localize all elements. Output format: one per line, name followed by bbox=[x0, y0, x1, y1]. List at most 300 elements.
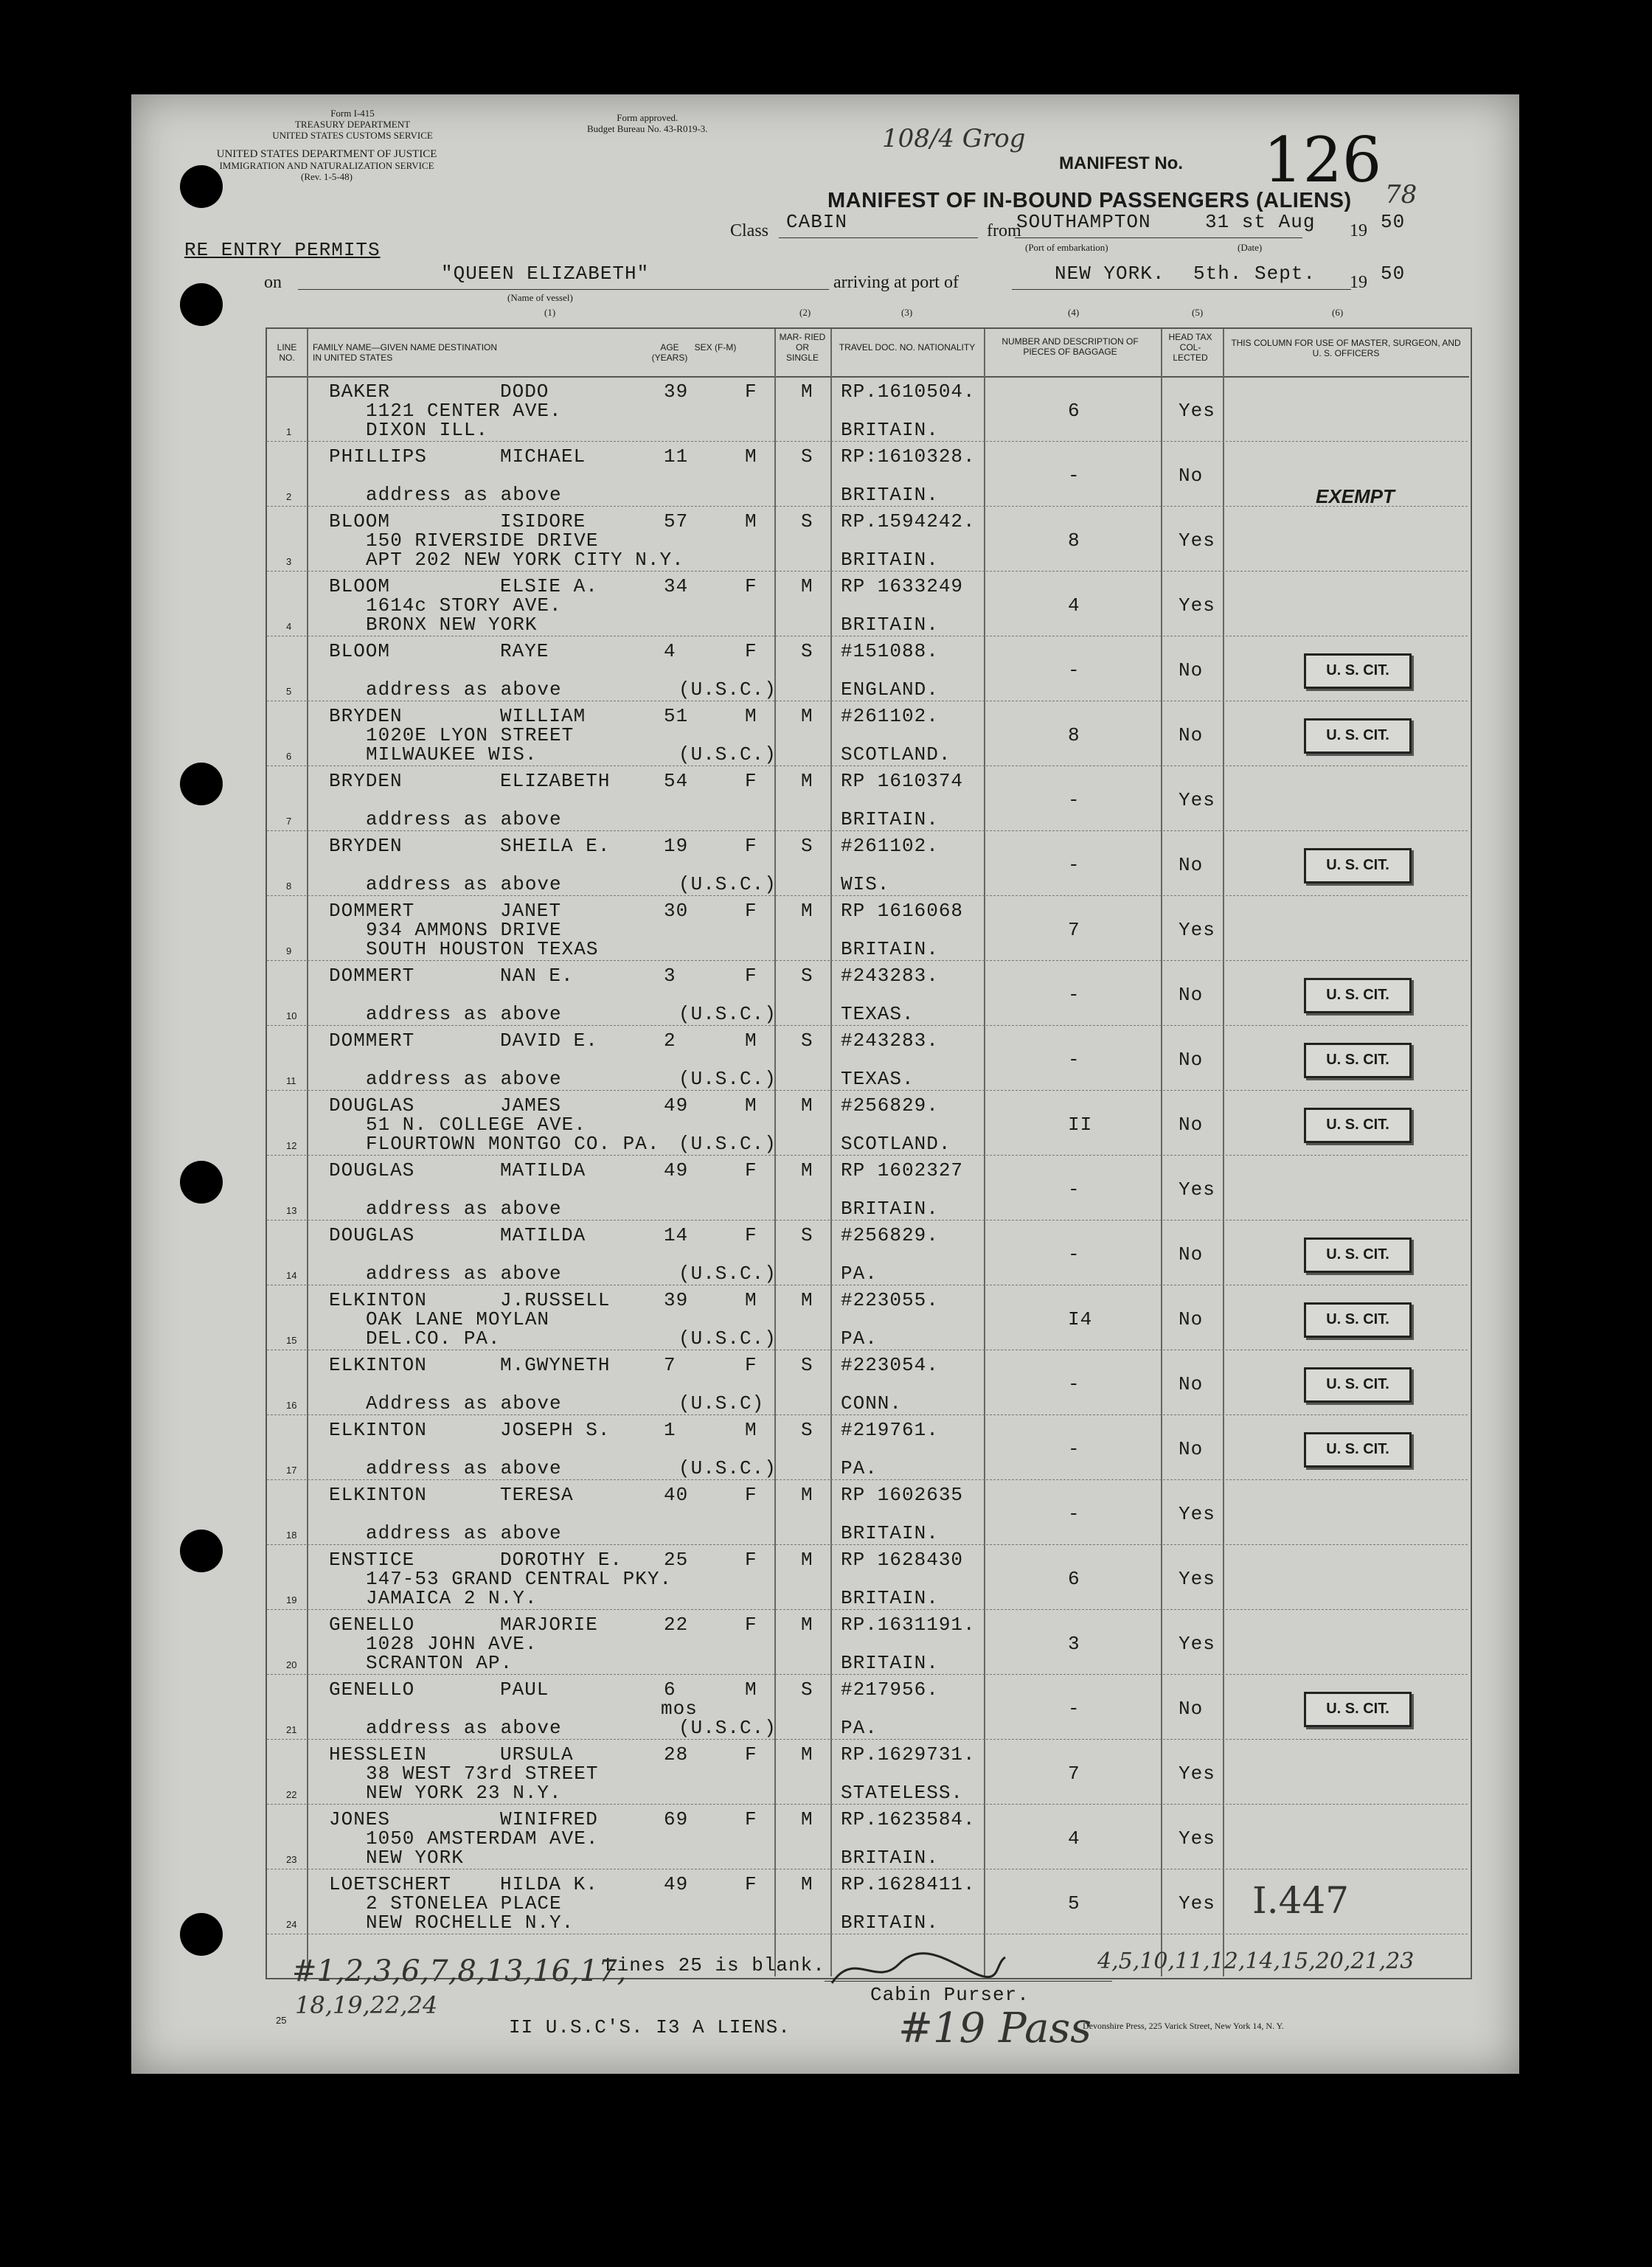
vessel-underline bbox=[298, 289, 829, 290]
department: TREASURY DEPARTMENT bbox=[294, 119, 411, 130]
passenger-surname: GENELLO bbox=[329, 1678, 415, 1701]
form-number: Form I-415 bbox=[330, 108, 375, 119]
departure-date: 31 st Aug bbox=[1205, 211, 1316, 233]
travel-doc-number: #217956. bbox=[841, 1678, 939, 1701]
table-row bbox=[131, 442, 1519, 507]
passenger-given-name: NAN E. bbox=[500, 965, 574, 987]
head-tax: No bbox=[1179, 1438, 1204, 1460]
sex: F bbox=[745, 381, 757, 403]
hand-lines-1: #1,2,3,6,7,8,13,16,17, bbox=[292, 1954, 627, 1988]
sex: F bbox=[745, 1159, 757, 1181]
hdr-travel: TRAVEL DOC. NO. NATIONALITY bbox=[839, 342, 976, 353]
marital-status: M bbox=[801, 381, 813, 403]
arrival-year-prefix: 19 bbox=[1350, 273, 1367, 292]
nationality: TEXAS. bbox=[841, 1003, 914, 1025]
row-divider bbox=[267, 1739, 1468, 1740]
address-line-2: NEW YORK 23 N.Y. bbox=[366, 1782, 562, 1804]
line-number: 9 bbox=[286, 945, 292, 957]
address-line-1: OAK LANE MOYLAN bbox=[366, 1308, 550, 1330]
sex: F bbox=[745, 835, 757, 857]
travel-doc-number: RP.1623584. bbox=[841, 1808, 976, 1830]
table-row bbox=[131, 1221, 1519, 1286]
line-number: 12 bbox=[286, 1140, 297, 1151]
address-line-1: 2 STONELEA PLACE bbox=[366, 1892, 562, 1914]
table-row bbox=[131, 962, 1519, 1027]
us-citizen-stamp: U. S. CIT. bbox=[1304, 848, 1412, 883]
nationality: BRITAIN. bbox=[841, 808, 939, 830]
reentry-permits: RE ENTRY PERMITS bbox=[184, 239, 381, 261]
baggage-count: II bbox=[1068, 1114, 1093, 1136]
passenger-surname: BRYDEN bbox=[329, 835, 403, 857]
age: 57 bbox=[664, 510, 689, 532]
passenger-given-name: PAUL bbox=[500, 1678, 549, 1701]
travel-doc-number: RP.1594242. bbox=[841, 510, 976, 532]
hdr-officers: THIS COLUMN FOR USE OF MASTER, SURGEON, AND U. S. OFFICERS bbox=[1231, 338, 1461, 358]
passenger-given-name: MATILDA bbox=[500, 1159, 586, 1181]
col-num-4: (4) bbox=[1068, 307, 1080, 318]
line-number: 11 bbox=[286, 1075, 296, 1086]
hdr-married: MAR- RIED OR SINGLE bbox=[779, 332, 826, 363]
sex: M bbox=[745, 705, 757, 727]
col-num-6: (6) bbox=[1332, 307, 1344, 318]
passenger-surname: ELKINTON bbox=[329, 1354, 427, 1376]
travel-doc-number: #223054. bbox=[841, 1354, 939, 1376]
line-number: 17 bbox=[286, 1465, 297, 1476]
marital-status: M bbox=[801, 1614, 813, 1636]
age: 11 bbox=[664, 445, 689, 468]
line-number: 5 bbox=[286, 686, 292, 697]
row-divider bbox=[267, 830, 1468, 831]
table-row bbox=[131, 1546, 1519, 1611]
head-tax: Yes bbox=[1179, 1763, 1215, 1785]
nationality: BRITAIN. bbox=[841, 1652, 939, 1674]
address-line-1: 934 AMMONS DRIVE bbox=[366, 919, 562, 941]
age: 51 bbox=[664, 705, 689, 727]
hdr-age: AGE (YEARS) bbox=[651, 342, 688, 363]
baggage-count: - bbox=[1068, 789, 1080, 811]
table-row bbox=[131, 572, 1519, 637]
age: 30 bbox=[664, 900, 689, 922]
nationality: PA. bbox=[841, 1263, 878, 1285]
age: 28 bbox=[664, 1743, 689, 1766]
travel-doc-number: #261102. bbox=[841, 835, 939, 857]
line-25-number: 25 bbox=[276, 2015, 287, 2026]
sex: M bbox=[745, 1094, 757, 1117]
table-row bbox=[131, 1091, 1519, 1156]
baggage-count: 5 bbox=[1068, 1892, 1080, 1914]
passenger-surname: BLOOM bbox=[329, 575, 391, 597]
passenger-surname: BAKER bbox=[329, 381, 391, 403]
baggage-count: 3 bbox=[1068, 1633, 1080, 1655]
line-number: 23 bbox=[286, 1854, 297, 1865]
row-divider bbox=[267, 571, 1468, 572]
row-divider bbox=[267, 1674, 1468, 1675]
marital-status: S bbox=[801, 1678, 813, 1701]
travel-doc-number: RP.1631191. bbox=[841, 1614, 976, 1636]
from-caption: (Port of embarkation) bbox=[1025, 242, 1108, 253]
baggage-count: 8 bbox=[1068, 724, 1080, 746]
vessel-name: "QUEEN ELIZABETH" bbox=[441, 263, 650, 285]
head-tax: Yes bbox=[1179, 919, 1215, 941]
date-caption: (Date) bbox=[1238, 242, 1263, 253]
passenger-given-name: DODO bbox=[500, 381, 549, 403]
baggage-count: - bbox=[1068, 854, 1080, 876]
address-as-above: address as above bbox=[366, 808, 562, 830]
passenger-surname: HESSLEIN bbox=[329, 1743, 427, 1766]
travel-doc-number: RP.1610504. bbox=[841, 381, 976, 403]
sex: F bbox=[745, 1484, 757, 1506]
passenger-surname: BLOOM bbox=[329, 640, 391, 662]
nationality: SCOTLAND. bbox=[841, 1133, 951, 1155]
exempt-stamp: EXEMPT bbox=[1316, 485, 1395, 507]
age: 14 bbox=[664, 1224, 689, 1246]
us-citizen-stamp: U. S. CIT. bbox=[1304, 718, 1412, 754]
from-value: SOUTHAMPTON bbox=[1016, 211, 1151, 233]
table-row bbox=[131, 1416, 1519, 1481]
address-line-2: APT 202 NEW YORK CITY N.Y. bbox=[366, 549, 684, 571]
sex: F bbox=[745, 770, 757, 792]
usc-marker: (U.S.C) bbox=[678, 1392, 765, 1414]
age: 54 bbox=[664, 770, 689, 792]
head-tax: Yes bbox=[1179, 789, 1215, 811]
passenger-given-name: RAYE bbox=[500, 640, 549, 662]
printer-imprint: Devonshire Press, 225 Varick Street, New York 14, N. Y. bbox=[1083, 2021, 1284, 2031]
usc-marker: (U.S.C.) bbox=[678, 1068, 777, 1090]
sex: F bbox=[745, 1614, 757, 1636]
travel-doc-number: RP 1628430 bbox=[841, 1549, 964, 1571]
hdr-tax: HEAD TAX COL- LECTED bbox=[1168, 332, 1212, 363]
usc-marker: (U.S.C.) bbox=[678, 1717, 777, 1739]
year-prefix: 19 bbox=[1350, 221, 1367, 240]
address-line-2: FLOURTOWN MONTGO CO. PA. bbox=[366, 1133, 660, 1155]
passenger-given-name: JAMES bbox=[500, 1094, 562, 1117]
travel-doc-number: #151088. bbox=[841, 640, 939, 662]
address-as-above: address as above bbox=[366, 1068, 562, 1090]
address-line-1: 1020E LYON STREET bbox=[366, 724, 575, 746]
customs-service: UNITED STATES CUSTOMS SERVICE bbox=[272, 130, 433, 141]
sex: M bbox=[745, 1419, 757, 1441]
ins-service: IMMIGRATION AND NATURALIZATION SERVICE bbox=[219, 160, 434, 171]
baggage-count: - bbox=[1068, 1438, 1080, 1460]
address-as-above: address as above bbox=[366, 1717, 562, 1739]
age: 7 bbox=[664, 1354, 676, 1376]
address-line-1: 1050 AMSTERDAM AVE. bbox=[366, 1827, 599, 1850]
passenger-given-name: TERESA bbox=[500, 1484, 574, 1506]
line-number: 8 bbox=[286, 881, 292, 892]
head-tax: Yes bbox=[1179, 400, 1215, 422]
manifest-label: MANIFEST No. bbox=[1059, 153, 1183, 173]
passenger-surname: BLOOM bbox=[329, 510, 391, 532]
passenger-surname: DOMMERT bbox=[329, 900, 415, 922]
address-line-1: 38 WEST 73rd STREET bbox=[366, 1763, 599, 1785]
travel-doc-number: RP 1602635 bbox=[841, 1484, 964, 1506]
age: 49 bbox=[664, 1873, 689, 1895]
address-as-above: address as above bbox=[366, 484, 562, 506]
address-line-2: SOUTH HOUSTON TEXAS bbox=[366, 938, 599, 960]
address-line-1: 150 RIVERSIDE DRIVE bbox=[366, 530, 599, 552]
line-number: 7 bbox=[286, 816, 292, 827]
line-number: 2 bbox=[286, 491, 292, 502]
table-row bbox=[131, 832, 1519, 897]
passenger-surname: ENSTICE bbox=[329, 1549, 415, 1571]
passenger-surname: GENELLO bbox=[329, 1614, 415, 1636]
table-row bbox=[131, 1805, 1519, 1870]
age: 39 bbox=[664, 381, 689, 403]
marital-status: S bbox=[801, 1419, 813, 1441]
hdr-baggage: NUMBER AND DESCRIPTION OF PIECES OF BAGGAGE bbox=[1002, 336, 1139, 357]
address-line-2: NEW ROCHELLE N.Y. bbox=[366, 1912, 575, 1934]
line-number: 24 bbox=[286, 1919, 297, 1930]
sex: F bbox=[745, 900, 757, 922]
baggage-count: 6 bbox=[1068, 400, 1080, 422]
address-as-above: address as above bbox=[366, 1263, 562, 1285]
us-citizen-stamp: U. S. CIT. bbox=[1304, 1367, 1412, 1403]
address-as-above: address as above bbox=[366, 1003, 562, 1025]
us-citizen-stamp: U. S. CIT. bbox=[1304, 1043, 1412, 1078]
nationality: BRITAIN. bbox=[841, 1587, 939, 1609]
table-row bbox=[131, 1611, 1519, 1676]
usc-marker: (U.S.C.) bbox=[678, 1457, 777, 1479]
us-citizen-stamp: U. S. CIT. bbox=[1304, 1692, 1412, 1727]
travel-doc-number: RP.1628411. bbox=[841, 1873, 976, 1895]
line-number: 13 bbox=[286, 1205, 297, 1216]
marital-status: S bbox=[801, 965, 813, 987]
head-tax: No bbox=[1179, 1049, 1204, 1071]
line-number: 3 bbox=[286, 556, 292, 567]
manifest-number: 126 bbox=[1263, 124, 1382, 196]
head-tax: No bbox=[1179, 465, 1204, 487]
baggage-count: - bbox=[1068, 465, 1080, 487]
col-num-2: (2) bbox=[799, 307, 811, 318]
nationality: BRITAIN. bbox=[841, 1198, 939, 1220]
line-number: 15 bbox=[286, 1335, 297, 1346]
travel-doc-number: #243283. bbox=[841, 965, 939, 987]
form-approved: Form approved. bbox=[617, 112, 678, 123]
address-line-2: MILWAUKEE WIS. bbox=[366, 743, 538, 765]
on-label: on bbox=[264, 273, 282, 292]
sex: F bbox=[745, 1743, 757, 1766]
marital-status: S bbox=[801, 835, 813, 857]
address-as-above: address as above bbox=[366, 1457, 562, 1479]
marital-status: S bbox=[801, 1030, 813, 1052]
line-number: 18 bbox=[286, 1530, 297, 1541]
arrival-port: NEW YORK. bbox=[1055, 263, 1165, 285]
travel-doc-number: #261102. bbox=[841, 705, 939, 727]
marital-status: M bbox=[801, 1094, 813, 1117]
age: 25 bbox=[664, 1549, 689, 1571]
departure-year: 50 bbox=[1381, 211, 1406, 233]
travel-doc-number: #256829. bbox=[841, 1224, 939, 1246]
sheet-number: 78 bbox=[1385, 180, 1417, 209]
line-number: 10 bbox=[286, 1010, 297, 1021]
passenger-given-name: MARJORIE bbox=[500, 1614, 598, 1636]
address-as-above: address as above bbox=[366, 1198, 562, 1220]
passenger-given-name: MICHAEL bbox=[500, 445, 586, 468]
age: 2 bbox=[664, 1030, 676, 1052]
baggage-count: - bbox=[1068, 1503, 1080, 1525]
passenger-given-name: WILLIAM bbox=[500, 705, 586, 727]
row-divider bbox=[267, 1025, 1468, 1026]
head-tax: Yes bbox=[1179, 1892, 1215, 1914]
table-row bbox=[131, 767, 1519, 832]
marital-status: S bbox=[801, 445, 813, 468]
row-divider bbox=[267, 1479, 1468, 1480]
row-divider bbox=[267, 441, 1468, 442]
nationality: BRITAIN. bbox=[841, 614, 939, 636]
passenger-given-name: WINIFRED bbox=[500, 1808, 598, 1830]
table-row bbox=[131, 702, 1519, 767]
cabin-purser: Cabin Purser. bbox=[870, 1984, 1030, 2006]
head-tax: No bbox=[1179, 724, 1204, 746]
head-tax: Yes bbox=[1179, 1827, 1215, 1850]
row-divider bbox=[267, 895, 1468, 896]
marital-status: M bbox=[801, 1549, 813, 1571]
table-row bbox=[131, 378, 1519, 442]
class-value: CABIN bbox=[786, 211, 848, 233]
passenger-surname: DOUGLAS bbox=[329, 1094, 415, 1117]
blank-note: Lines 25 is blank. bbox=[605, 1954, 825, 1976]
baggage-count: - bbox=[1068, 659, 1080, 681]
table-row bbox=[131, 1351, 1519, 1416]
head-tax: Yes bbox=[1179, 1503, 1215, 1525]
row-divider bbox=[267, 765, 1468, 766]
row-divider bbox=[267, 1544, 1468, 1545]
passenger-surname: ELKINTON bbox=[329, 1289, 427, 1311]
table-row bbox=[131, 507, 1519, 572]
col-num-5: (5) bbox=[1192, 307, 1204, 318]
age: 40 bbox=[664, 1484, 689, 1506]
passenger-given-name: URSULA bbox=[500, 1743, 574, 1766]
revision: (Rev. 1-5-48) bbox=[301, 171, 353, 182]
baggage-count: 4 bbox=[1068, 594, 1080, 617]
baggage-count: - bbox=[1068, 1373, 1080, 1395]
baggage-count: 8 bbox=[1068, 530, 1080, 552]
sex: M bbox=[745, 510, 757, 532]
sex: M bbox=[745, 445, 757, 468]
justice-dept: UNITED STATES DEPARTMENT OF JUSTICE bbox=[216, 148, 437, 160]
line-number: 19 bbox=[286, 1594, 297, 1605]
nationality: PA. bbox=[841, 1327, 878, 1350]
baggage-count: - bbox=[1068, 1178, 1080, 1201]
hdr-line: LINE NO. bbox=[277, 342, 297, 363]
marital-status: M bbox=[801, 1159, 813, 1181]
head-tax: Yes bbox=[1179, 530, 1215, 552]
manifest-title: MANIFEST OF IN-BOUND PASSENGERS (ALIENS) bbox=[827, 189, 1352, 212]
address-as-above: address as above bbox=[366, 1522, 562, 1544]
age-unit: mos bbox=[661, 1698, 698, 1720]
table-row bbox=[131, 897, 1519, 962]
line-number: 14 bbox=[286, 1270, 297, 1281]
nationality: BRITAIN. bbox=[841, 549, 939, 571]
nationality: BRITAIN. bbox=[841, 938, 939, 960]
address-line-1: 1614c STORY AVE. bbox=[366, 594, 562, 617]
nationality: SCOTLAND. bbox=[841, 743, 951, 765]
address-line-2: SCRANTON AP. bbox=[366, 1652, 513, 1674]
nationality: STATELESS. bbox=[841, 1782, 964, 1804]
passenger-surname: JONES bbox=[329, 1808, 391, 1830]
sex: F bbox=[745, 1873, 757, 1895]
travel-doc-number: RP 1616068 bbox=[841, 900, 964, 922]
passenger-given-name: ELIZABETH bbox=[500, 770, 611, 792]
approval-block bbox=[587, 112, 708, 134]
usc-marker: (U.S.C.) bbox=[678, 1263, 777, 1285]
address-line-2: DIXON ILL. bbox=[366, 419, 489, 441]
address-as-above: address as above bbox=[366, 678, 562, 701]
nationality: BRITAIN. bbox=[841, 1847, 939, 1869]
baggage-count: - bbox=[1068, 1243, 1080, 1266]
baggage-count: I4 bbox=[1068, 1308, 1093, 1330]
age: 49 bbox=[664, 1159, 689, 1181]
i447-note: I.447 bbox=[1252, 1879, 1350, 1922]
marital-status: M bbox=[801, 1743, 813, 1766]
summary-line: II U.S.C'S. I3 A LIENS. bbox=[509, 2016, 791, 2038]
address-line-1: 1028 JOHN AVE. bbox=[366, 1633, 538, 1655]
sex: F bbox=[745, 1808, 757, 1830]
address-line-1: 147-53 GRAND CENTRAL PKY. bbox=[366, 1568, 673, 1590]
passenger-surname: LOETSCHERT bbox=[329, 1873, 452, 1895]
age: 4 bbox=[664, 640, 676, 662]
hand-right-lines: 4,5,10,11,12,14,15,20,21,23 bbox=[1097, 1948, 1415, 1974]
passenger-surname: ELKINTON bbox=[329, 1484, 427, 1506]
passenger-given-name: ELSIE A. bbox=[500, 575, 598, 597]
line-number: 22 bbox=[286, 1789, 297, 1800]
address-line-2: DEL.CO. PA. bbox=[366, 1327, 501, 1350]
us-citizen-stamp: U. S. CIT. bbox=[1304, 1108, 1412, 1143]
address-line-1: 1121 CENTER AVE. bbox=[366, 400, 562, 422]
age: 6 bbox=[664, 1678, 676, 1701]
marital-status: M bbox=[801, 705, 813, 727]
table-row bbox=[131, 1481, 1519, 1546]
purser-signature bbox=[825, 1943, 1009, 1994]
baggage-count: - bbox=[1068, 984, 1080, 1006]
passenger-given-name: MATILDA bbox=[500, 1224, 586, 1246]
travel-doc-number: #243283. bbox=[841, 1030, 939, 1052]
usc-marker: (U.S.C.) bbox=[678, 1133, 777, 1155]
row-divider bbox=[267, 960, 1468, 961]
row-divider bbox=[267, 1804, 1468, 1805]
address-line-2: BRONX NEW YORK bbox=[366, 614, 538, 636]
travel-doc-number: RP:1610328. bbox=[841, 445, 976, 468]
from-label: from bbox=[987, 221, 1021, 240]
sex: M bbox=[745, 1030, 757, 1052]
head-tax: Yes bbox=[1179, 594, 1215, 617]
port-underline bbox=[1012, 289, 1351, 290]
sex: F bbox=[745, 1354, 757, 1376]
age: 49 bbox=[664, 1094, 689, 1117]
usc-marker: (U.S.C.) bbox=[678, 678, 777, 701]
head-tax: No bbox=[1179, 1308, 1204, 1330]
travel-doc-number: #219761. bbox=[841, 1419, 939, 1441]
age: 22 bbox=[664, 1614, 689, 1636]
us-citizen-stamp: U. S. CIT. bbox=[1304, 1237, 1412, 1273]
vessel-caption: (Name of vessel) bbox=[507, 292, 573, 303]
marital-status: M bbox=[801, 575, 813, 597]
row-divider bbox=[267, 1090, 1468, 1091]
punch-hole bbox=[180, 1161, 223, 1204]
age: 34 bbox=[664, 575, 689, 597]
passenger-given-name: JOSEPH S. bbox=[500, 1419, 611, 1441]
head-tax: No bbox=[1179, 1373, 1204, 1395]
marital-status: M bbox=[801, 1873, 813, 1895]
passenger-surname: DOUGLAS bbox=[329, 1159, 415, 1181]
table-row bbox=[131, 1740, 1519, 1805]
line-number: 1 bbox=[286, 426, 292, 437]
passenger-given-name: HILDA K. bbox=[500, 1873, 598, 1895]
marital-status: S bbox=[801, 510, 813, 532]
row-divider bbox=[267, 1155, 1468, 1156]
usc-marker: (U.S.C.) bbox=[678, 743, 777, 765]
table-row bbox=[131, 637, 1519, 702]
